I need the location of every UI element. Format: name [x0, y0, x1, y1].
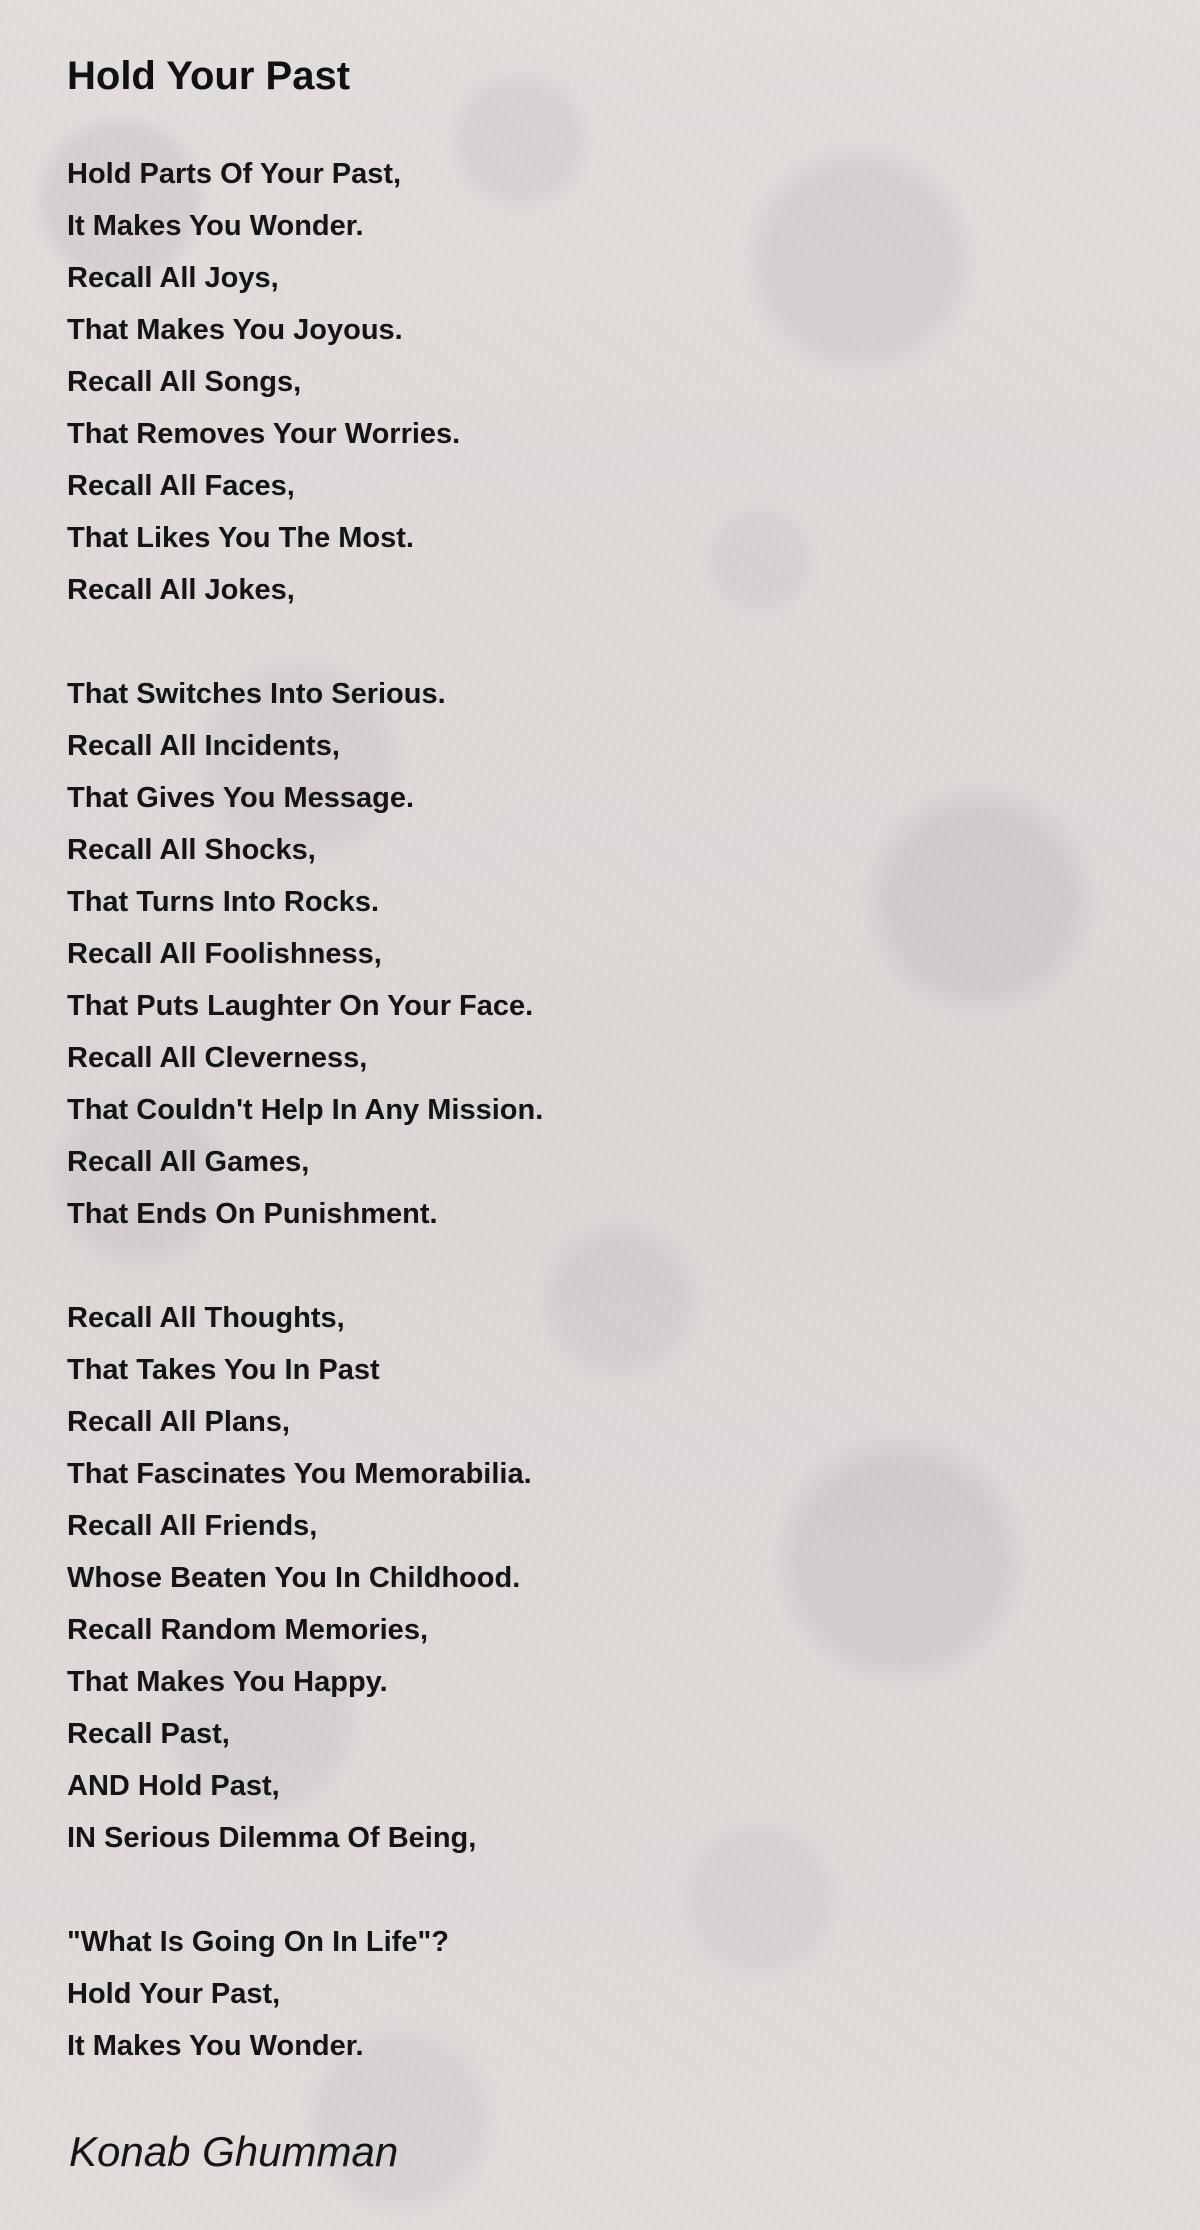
poem-line: Recall All Shocks, — [67, 834, 316, 866]
poem-line: That Ends On Punishment. — [67, 1198, 438, 1230]
poem-line: That Takes You In Past — [67, 1354, 380, 1386]
poem-line: That Couldn't Help In Any Mission. — [67, 1094, 544, 1126]
stanza-3 — [67, 1292, 1147, 1864]
poem-line: Hold Parts Of Your Past, — [67, 158, 402, 190]
poem-line: It Makes You Wonder. — [67, 2030, 364, 2062]
poem-line: Hold Your Past, — [67, 1978, 281, 2010]
poem-line: That Makes You Joyous. — [67, 314, 403, 346]
poem-line: That Likes You The Most. — [67, 522, 414, 554]
poem-line: IN Serious Dilemma Of Being, — [67, 1822, 477, 1854]
poem-line: Recall All Songs, — [67, 366, 302, 398]
stanza-2 — [67, 668, 1147, 1240]
poem-line: It Makes You Wonder. — [67, 210, 364, 242]
stanza-4 — [67, 1916, 1147, 2072]
poem-line: That Switches Into Serious. — [67, 678, 446, 710]
poem-line: Recall All Friends, — [67, 1510, 318, 1542]
poem-line: Recall Past, — [67, 1718, 230, 1750]
stanza-1 — [67, 148, 1147, 616]
poem-line: AND Hold Past, — [67, 1770, 280, 1802]
poem-line: That Makes You Happy. — [67, 1666, 388, 1698]
poem-line: Recall All Incidents, — [67, 730, 340, 762]
poem-body — [67, 148, 1147, 2072]
poem-line: Recall All Foolishness, — [67, 938, 382, 970]
poem-line: Recall Random Memories, — [67, 1614, 428, 1646]
poem-title: Hold Your Past — [67, 54, 351, 98]
poem-line: That Gives You Message. — [67, 782, 415, 814]
poem-author: Konab Ghumman — [69, 2128, 399, 2175]
poem-container — [67, 52, 1147, 2072]
poem-line: Recall All Plans, — [67, 1406, 290, 1438]
poem-line: Recall All Joys, — [67, 262, 279, 294]
poem-line: Recall All Cleverness, — [67, 1042, 368, 1074]
poem-line: That Fascinates You Memorabilia. — [67, 1458, 532, 1490]
poem-line: Recall All Jokes, — [67, 574, 295, 606]
poem-line: Recall All Thoughts, — [67, 1302, 345, 1334]
poem-line: Recall All Games, — [67, 1146, 310, 1178]
poem-line: That Puts Laughter On Your Face. — [67, 990, 534, 1022]
poem-line: That Turns Into Rocks. — [67, 886, 380, 918]
poem-line: Recall All Faces, — [67, 470, 295, 502]
poem-line: That Removes Your Worries. — [67, 418, 461, 450]
poem-line: "What Is Going On In Life"? — [67, 1926, 449, 1958]
poem-line: Whose Beaten You In Childhood. — [67, 1562, 521, 1594]
